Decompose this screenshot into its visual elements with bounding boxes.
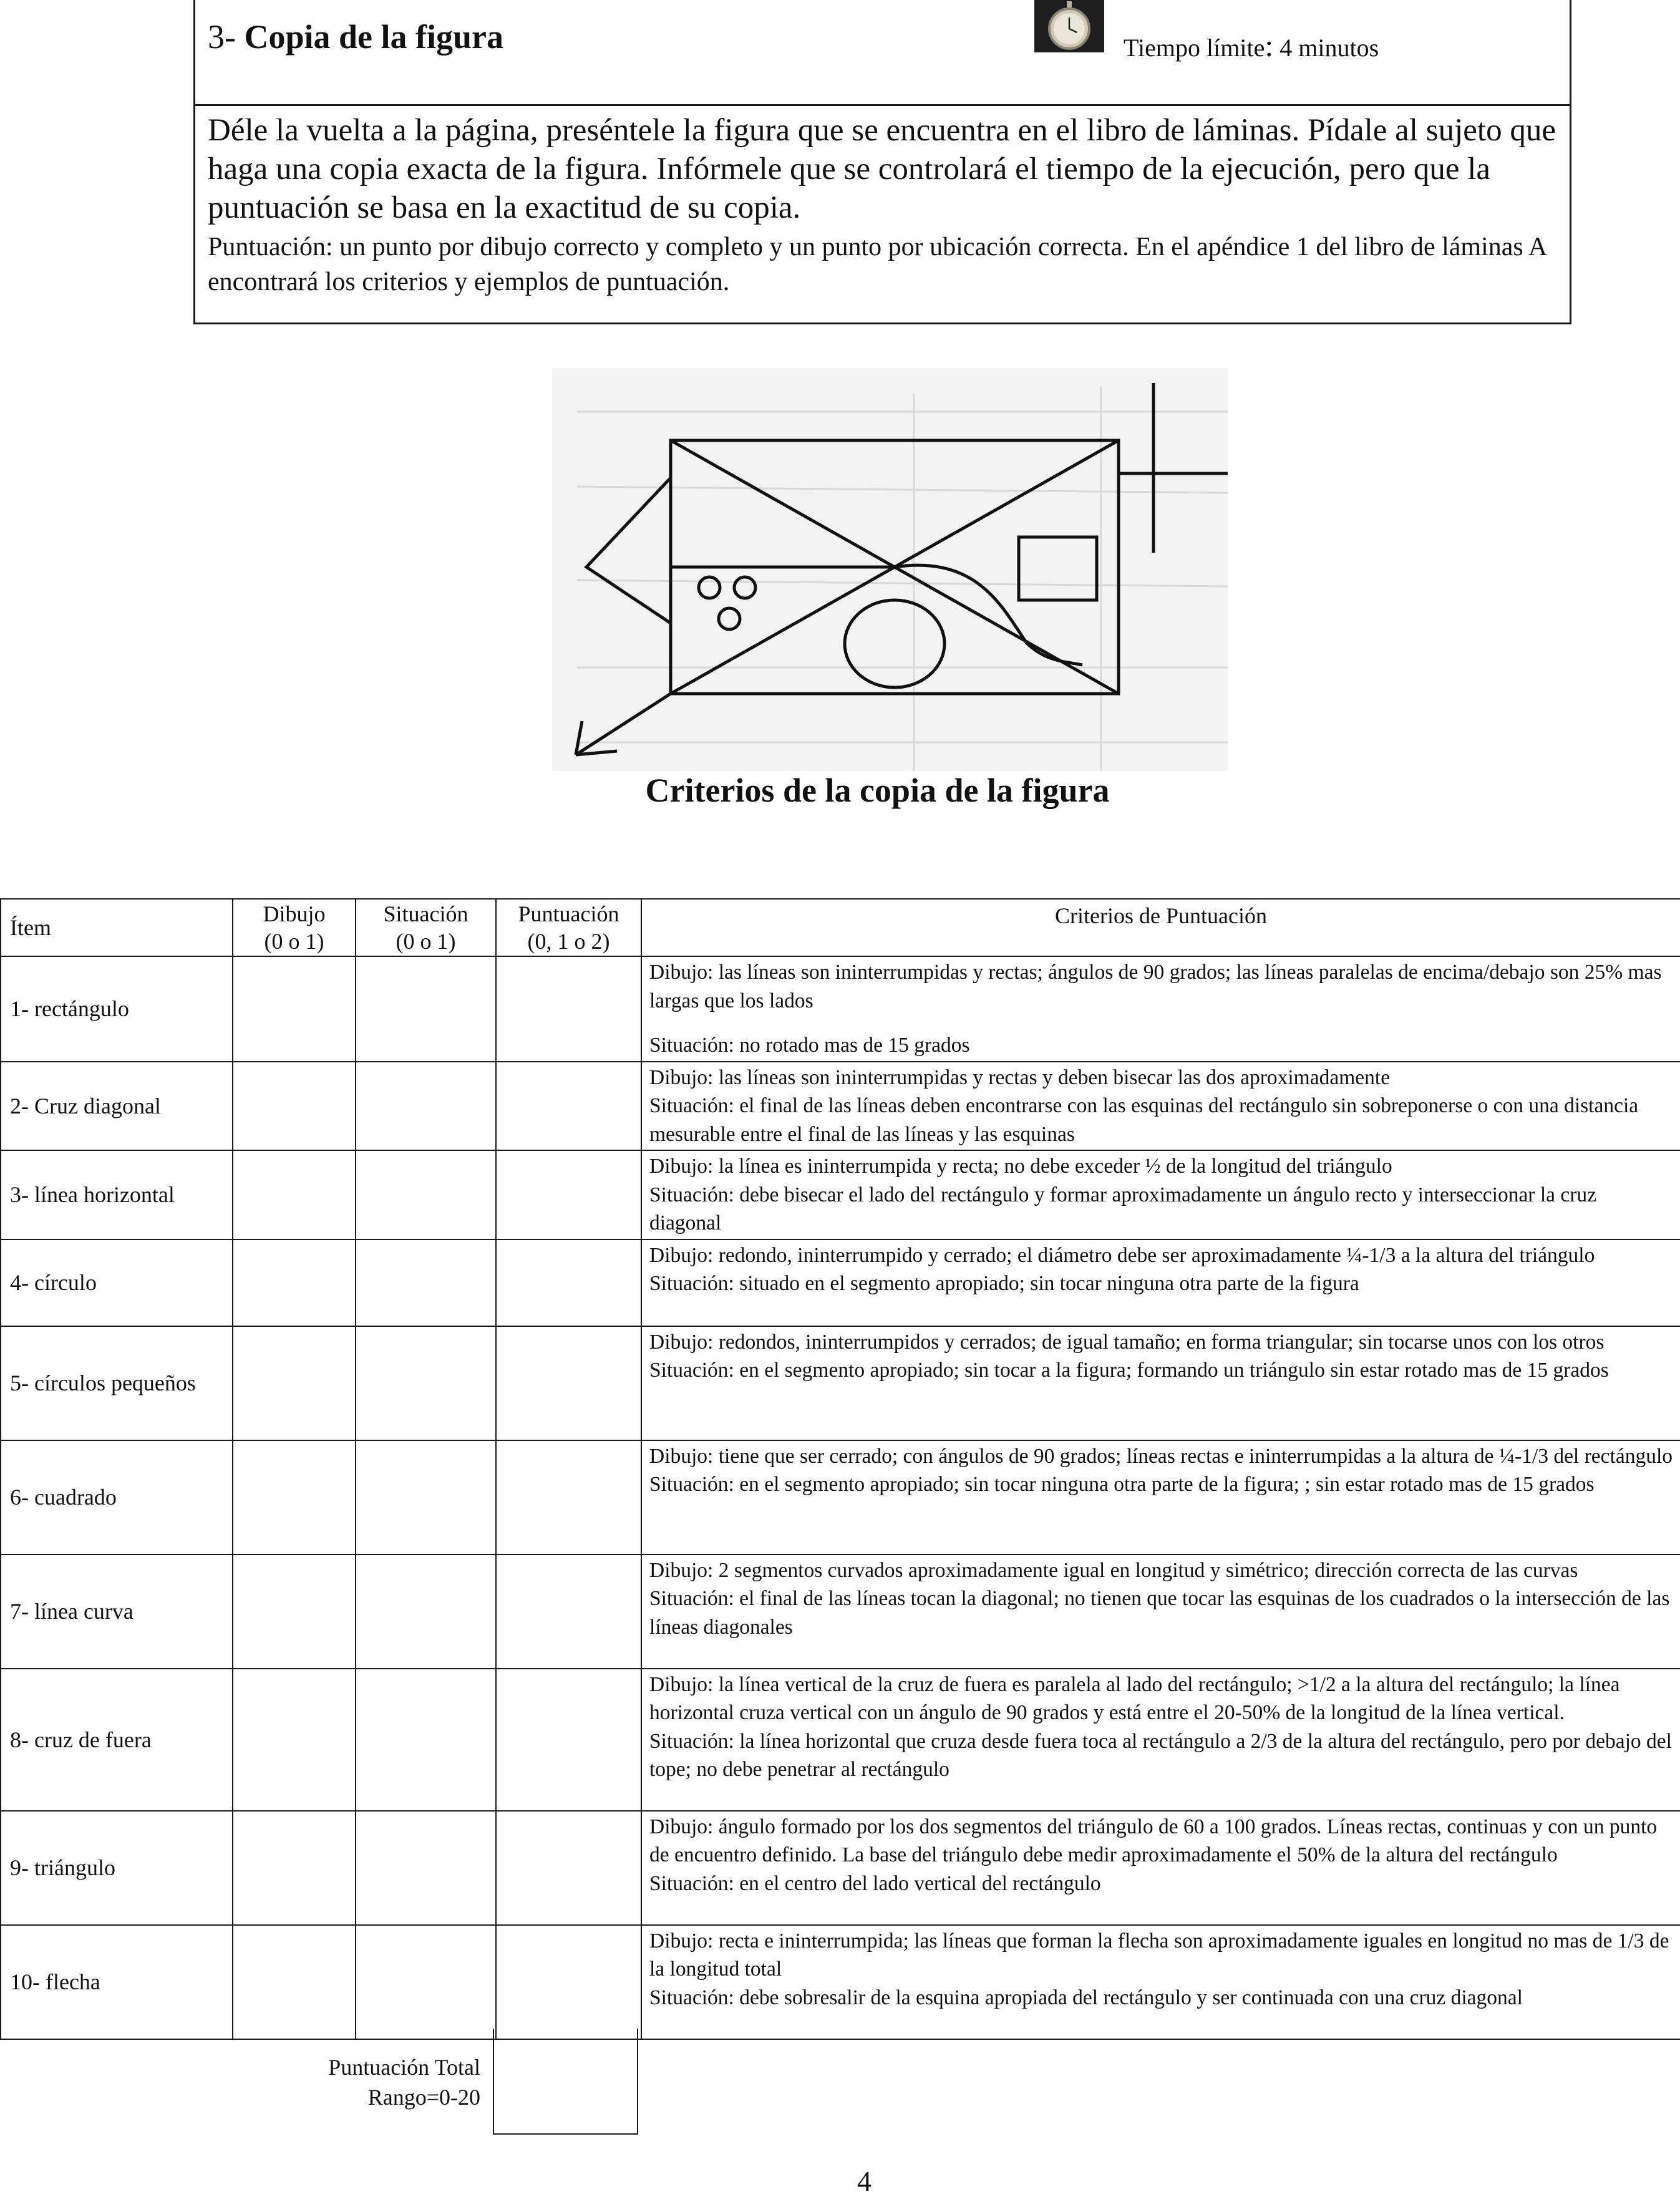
total-score-cell[interactable] bbox=[496, 1239, 641, 1326]
total-label-line2: Rango=0-20 bbox=[367, 2085, 480, 2110]
situation-score-cell[interactable] bbox=[356, 1326, 496, 1440]
time-limit-label: Tiempo límite bbox=[1124, 34, 1265, 62]
header-score: Puntuación (0, 1 o 2) bbox=[496, 899, 641, 956]
situation-score-cell[interactable] bbox=[356, 1150, 496, 1239]
item-cell: 5- círculos pequeños bbox=[1, 1326, 233, 1440]
page-number bbox=[0, 2165, 1680, 2198]
instruction-body bbox=[208, 111, 1558, 299]
drawing-score-cell[interactable] bbox=[233, 1239, 356, 1326]
criteria-cell: Dibujo: las líneas son ininterrumpidas y rectas y deben bisecar las dos aproximadamente Situación: el final de las líneas deben encontrarse con las esquinas del rectángulo sin sobreponerse o con una distancia mesurable entre el final de las líneas y las esquinas bbox=[641, 1062, 1680, 1151]
criteria-cell: Dibujo: tiene que ser cerrado; con ángulos de 90 grados; líneas rectas e ininterrumpidas a la altura de ¼-1/3 del rectángulo Situación: en el segmento apropiado; sin tocar ninguna otra parte de la figura; ; sin estar rotado mas de 15 grados bbox=[641, 1440, 1680, 1555]
situation-score-cell[interactable] bbox=[356, 1239, 496, 1326]
total-score-cell[interactable] bbox=[496, 1062, 641, 1151]
criteria-cell: Dibujo: 2 segmentos curvados aproximadamente igual en longitud y simétrico; dirección correcta de las curvas Situación: el final de las líneas tocan la diagonal; no tienen que tocar las esquinas de los cuadrados o la intersección de las líneas diagonales bbox=[641, 1555, 1680, 1669]
drawing-score-cell[interactable] bbox=[233, 1440, 356, 1555]
item-cell: 8- cruz de fuera bbox=[1, 1669, 233, 1811]
section-title-text: Criterios de la copia de la figura bbox=[645, 772, 1110, 809]
table-row bbox=[1, 1150, 1680, 1239]
total-score-label bbox=[274, 2052, 480, 2112]
situation-score-cell[interactable] bbox=[356, 1811, 496, 1925]
table-row bbox=[1, 956, 1680, 1062]
total-score-cell[interactable] bbox=[496, 1811, 641, 1925]
table-row bbox=[1, 1555, 1680, 1669]
task-name: Copia de la figura bbox=[244, 18, 504, 56]
task-number: 3- bbox=[208, 18, 236, 56]
situation-score-cell[interactable] bbox=[356, 1062, 496, 1151]
table-row bbox=[1, 1062, 1680, 1151]
instructions-text: Déle la vuelta a la página, preséntele la figura que se encuentra en el libro de láminas. Pídale al sujeto que haga una copia exacta de la figura. Infórmele que se controlará el tiempo de la ejecución, pero que la puntuación se basa en la exactitud de su copia. bbox=[208, 113, 1556, 225]
item-cell: 6- cuadrado bbox=[1, 1440, 233, 1555]
table-row bbox=[1, 1440, 1680, 1555]
criteria-cell: Dibujo: ángulo formado por los dos segmentos del triángulo de 60 a 100 grados. Líneas rectas, continuas y con un punto de encuentro definido. La base del triángulo debe medir aproximadamente el 50% de la altura del rectángulo Situación: en el centro del lado vertical del rectángulo bbox=[641, 1811, 1680, 1925]
task-title bbox=[208, 17, 503, 56]
drawing-score-cell[interactable] bbox=[233, 1925, 356, 2039]
criteria-cell: Dibujo: la línea vertical de la cruz de fuera es paralela al lado del rectángulo; >1/2 a la altura del rectángulo; la línea horizontal cruza vertical con un ángulo de 90 grados y está entre el 20-50% de la longitud de la línea vertical. Situación: la línea horizontal que cruza desde fuera toca al rectángulo a 2/3 de la altura del rectángulo, pero por debajo del tope; no debe penetrar al rectángulo bbox=[641, 1669, 1680, 1811]
header-item: Ítem bbox=[1, 899, 233, 956]
section-title bbox=[0, 771, 1680, 810]
drawing-score-cell[interactable] bbox=[233, 1150, 356, 1239]
total-score-box[interactable] bbox=[493, 2029, 638, 2135]
drawing-score-cell[interactable] bbox=[233, 1811, 356, 1925]
instruction-header bbox=[195, 0, 1570, 106]
drawing-score-cell[interactable] bbox=[233, 1555, 356, 1669]
situation-score-cell[interactable] bbox=[356, 1440, 496, 1555]
table-row bbox=[1, 1239, 1680, 1326]
drawing-score-cell[interactable] bbox=[233, 1326, 356, 1440]
drawing-score-cell[interactable] bbox=[233, 956, 356, 1062]
page-number-text: 4 bbox=[857, 2165, 872, 2197]
item-cell: 2- Cruz diagonal bbox=[1, 1062, 233, 1151]
time-limit-value: 4 minutos bbox=[1279, 34, 1379, 62]
total-score-cell[interactable] bbox=[496, 1925, 641, 2039]
total-score-cell[interactable] bbox=[496, 1669, 641, 1811]
item-cell: 10- flecha bbox=[1, 1925, 233, 2039]
drawing-score-cell[interactable] bbox=[233, 1669, 356, 1811]
table-row bbox=[1, 1326, 1680, 1440]
table-row bbox=[1, 1669, 1680, 1811]
criteria-cell: Dibujo: las líneas son ininterrumpidas y rectas; ángulos de 90 grados; las líneas paralelas de encima/debajo son 25% mas largas que los lados Situación: no rotado mas de 15 grados bbox=[641, 956, 1680, 1062]
instruction-box bbox=[193, 0, 1571, 324]
item-cell: 7- línea curva bbox=[1, 1555, 233, 1669]
scoring-note: Puntuación: un punto por dibujo correcto y completo y un punto por ubicación correcta. En el apéndice 1 del libro de láminas A encontrará los criterios y ejemplos de puntuación. bbox=[208, 233, 1546, 296]
header-situation: Situación (0 o 1) bbox=[356, 899, 496, 956]
situation-score-cell[interactable] bbox=[356, 1669, 496, 1811]
header-criteria: Criterios de Puntuación bbox=[641, 899, 1680, 956]
item-cell: 4- círculo bbox=[1, 1239, 233, 1326]
total-score-cell[interactable] bbox=[496, 1440, 641, 1555]
header-drawing: Dibujo (0 o 1) bbox=[233, 899, 356, 956]
situation-score-cell[interactable] bbox=[356, 956, 496, 1062]
table-row bbox=[1, 1811, 1680, 1925]
table-row bbox=[1, 1925, 1680, 2039]
item-cell: 1- rectángulo bbox=[1, 956, 233, 1062]
item-cell: 3- línea horizontal bbox=[1, 1150, 233, 1239]
table-header-row bbox=[1, 899, 1680, 956]
total-score-cell[interactable] bbox=[496, 1150, 641, 1239]
pocket-watch-icon bbox=[1034, 0, 1104, 52]
situation-score-cell[interactable] bbox=[356, 1925, 496, 2039]
rey-figure-drawing bbox=[552, 368, 1228, 771]
criteria-cell: Dibujo: la línea es ininterrumpida y recta; no debe exceder ½ de la longitud del triángulo Situación: debe bisecar el lado del rectángulo y formar aproximadamente un ángulo recto y interseccionar la cruz diagonal bbox=[641, 1150, 1680, 1239]
situation-score-cell[interactable] bbox=[356, 1555, 496, 1669]
criteria-cell: Dibujo: redondo, ininterrumpido y cerrado; el diámetro debe ser aproximadamente ¼-1/3 a la altura del triángulo Situación: situado en el segmento apropiado; sin tocar ninguna otra parte de la figura bbox=[641, 1239, 1680, 1326]
criteria-cell: Dibujo: recta e ininterrumpida; las líneas que forman la flecha son aproximadamente iguales en longitud no mas de 1/3 de la longitud total Situación: debe sobresalir de la esquina apropiada del rectángulo y ser continuada con una cruz diagonal bbox=[641, 1925, 1680, 2039]
total-label-line1: Puntuación Total bbox=[328, 2055, 480, 2080]
criteria-table bbox=[0, 898, 1680, 2040]
total-score-cell[interactable] bbox=[496, 956, 641, 1062]
time-limit: Tiempo límite: 4 minutos bbox=[1124, 28, 1379, 63]
criteria-cell: Dibujo: redondos, ininterrumpidos y cerrados; de igual tamaño; en forma triangular; sin tocarse unos con los otros Situación: en el segmento apropiado; sin tocar a la figura; formando un triángulo sin estar rotado mas de 15 grados bbox=[641, 1326, 1680, 1440]
total-score-cell[interactable] bbox=[496, 1326, 641, 1440]
drawing-score-cell[interactable] bbox=[233, 1062, 356, 1151]
total-score-cell[interactable] bbox=[496, 1555, 641, 1669]
item-cell: 9- triángulo bbox=[1, 1811, 233, 1925]
